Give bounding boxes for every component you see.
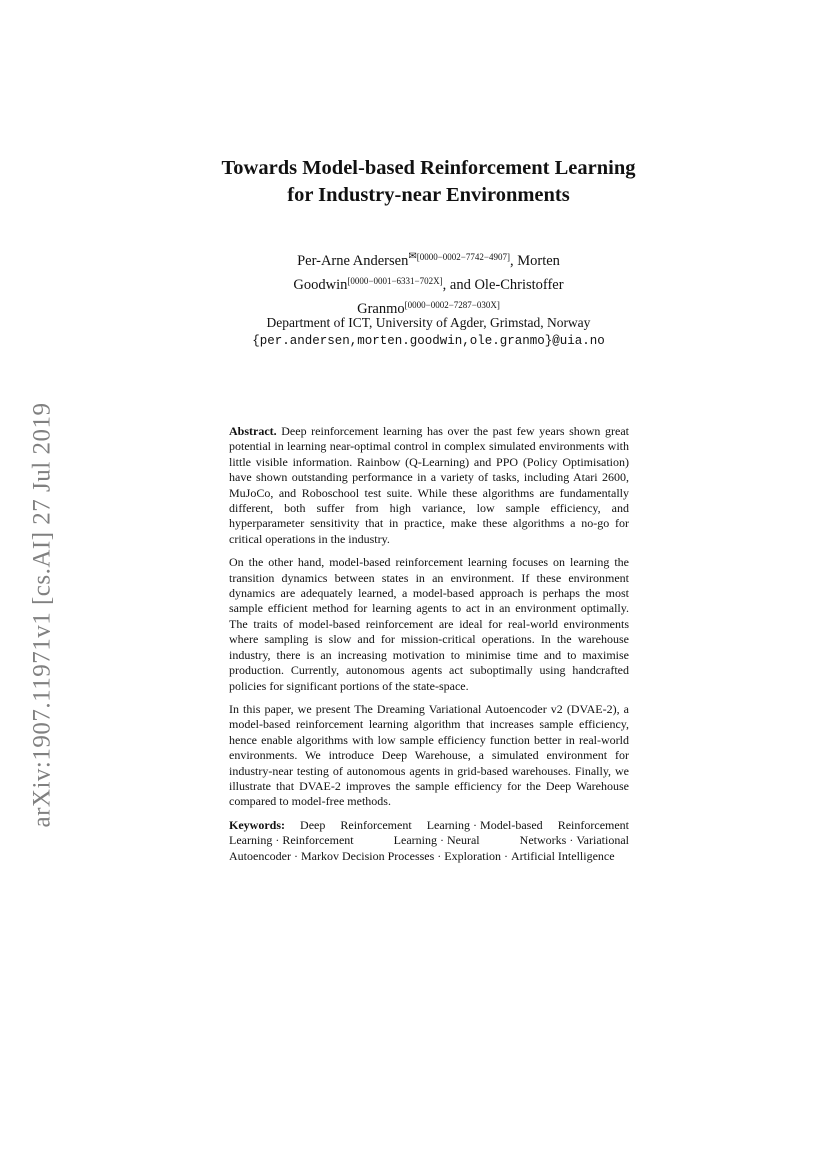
keywords-label: Keywords: [229,817,285,832]
keyword-separator: · [275,833,280,848]
keyword-item: Artificial Intelligence [510,848,615,863]
department: Department of ICT, University of Agder, Grimstad, Norway [266,315,591,330]
keyword-separator: · [473,817,478,832]
keyword-separator: · [503,848,508,863]
author-emails[interactable]: {per.andersen,morten.goodwin,ole.granmo}@uia.no [252,334,605,348]
paper-title [150,155,707,209]
keyword-separator: · [569,833,574,848]
author-2-name-part1: , Morten [509,253,560,269]
keyword-separator: · [439,833,444,848]
keyword-separator: · [293,848,298,863]
author-2-orcid[interactable]: [0000−0001−6331−702X] [347,276,443,286]
arxiv-stamp [12,370,72,860]
title-line-2: for Industry-near Environments [287,184,570,206]
author-line-2 [250,271,607,295]
keyword-item: Reinforcement Learning [282,833,437,848]
author-1-orcid[interactable]: [0000−0002−7742−4907] [416,252,510,262]
keyword-item: Deep Reinforcement Learning [300,817,471,832]
author-2-name-part2: Goodwin [293,277,348,293]
abstract [229,424,629,872]
keywords [229,818,629,864]
title-line-1: Towards Model-based Reinforcement Learning [221,157,636,179]
keyword-item: Markov Decision Processes [300,848,435,863]
abstract-label: Abstract. [229,424,277,438]
arxiv-identifier[interactable]: arXiv:1907.11971v1 [cs.AI] 27 Jul 2019 [28,402,56,828]
author-list [250,247,607,319]
keyword-item: Variational Autoencoder [229,833,629,863]
keyword-separator: · [437,848,442,863]
mail-icon: ✉ [408,251,417,262]
abstract-paragraph-1 [229,424,629,547]
abstract-paragraph-2: On the other hand, model-based reinforcement learning focuses on learning the transition dynamics between states in an environment. If these environment dynamics are adequately learned, a model-based approach is perhaps the most sample efficient method for learning agents to act in an environment optimally. The traits of model-based reinforcement are ideal for real-world environments where sampling is slow and for mission-critical operations. In the warehouse industry, there is an increasing motivation to minimise time and to maximise production. Currently, autonomous agents act suboptimally using handcrafted policies for significant portions of the state-space. [229,555,629,693]
author-3-name-part1: , and Ole-Christoffer [442,277,564,293]
abstract-paragraph-3: In this paper, we present The Dreaming Variational Autoencoder v2 (DVAE-2), a model-based reinforcement learning algorithm that increases sample efficiency, hence enable algorithms with low sample efficiency function better in real-world environments. We introduce Deep Warehouse, a simulated environment for industry-near testing of autonomous agents in grid-based warehouses. Finally, we illustrate that DVAE-2 improves the sample efficiency for the Deep Warehouse compared to model-free methods. [229,701,629,809]
keyword-item: Exploration [444,848,501,863]
keyword-item: Model-based Reinforcement Learning [229,817,630,848]
author-3-orcid[interactable]: [0000−0002−7287−030X] [404,300,500,310]
abstract-text-1: Deep reinforcement learning has over the past few years shown great potential in learning near-optimal control in complex simulated environments with little visible information. Rainbow (Q-Learning) and PPO (Policy Optimisation) have shown outstanding performance in a variety of tasks, including Atari 2600, MuJoCo, and Roboschool test suite. While these algorithms are fundamentally different, both suffer from high variance, low sample efficiency, and hyperparameter sensitivity that in practice, make these algorithms a no-go for critical operations in the industry. [229,424,629,546]
author-3-name-part2: Granmo [357,301,405,317]
affiliation [200,314,657,350]
author-1-name: Per-Arne Andersen [297,253,409,269]
keyword-item: Neural Networks [446,833,567,848]
author-line-1 [250,247,607,271]
